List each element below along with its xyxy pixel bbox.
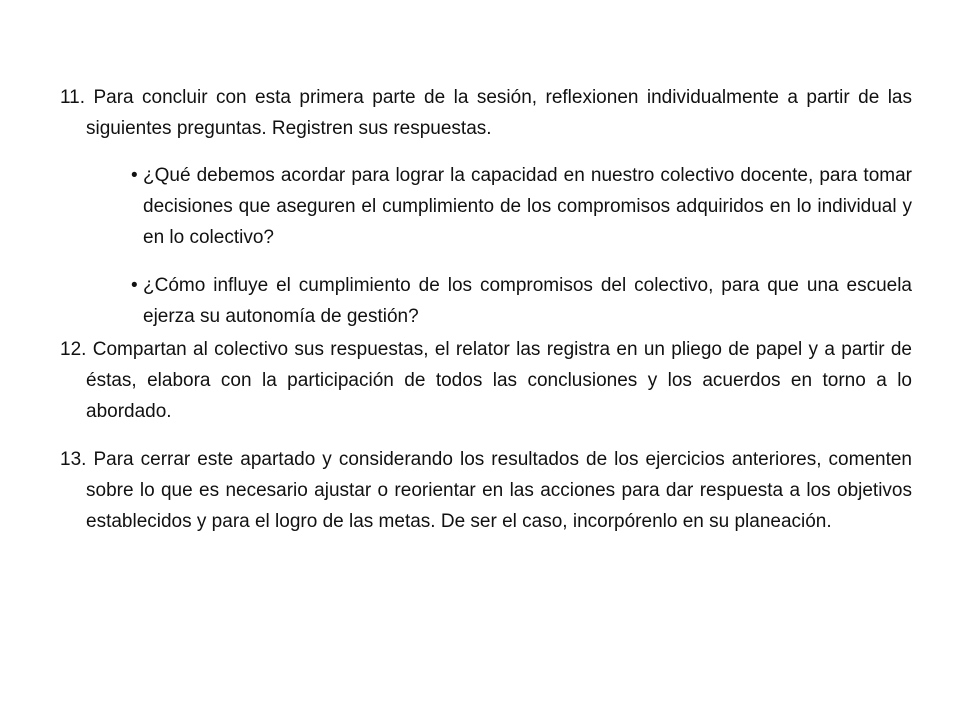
spacer bbox=[60, 144, 912, 160]
item-number: 12. bbox=[60, 339, 87, 360]
bullet-icon: • bbox=[131, 165, 138, 186]
spacer bbox=[60, 253, 912, 270]
item-text: Para cerrar este apartado y considerando los resultados de los ejercicios anteriores, comenten sobre lo que es necesario ajustar o reorientar en las acciones para dar respuesta a los objetivos establecidos y para el logro de las metas. De ser el caso, incorpórenlo en su planeación. bbox=[86, 449, 912, 532]
spacer bbox=[60, 427, 912, 444]
question-list bbox=[60, 160, 912, 332]
question-item bbox=[60, 270, 912, 332]
item-text: Compartan al colectivo sus respuestas, el relator las registra en un pliego de papel y a partir de éstas, elabora con la participación de todos las conclusiones y los acuerdos en torno a lo abordado. bbox=[86, 339, 912, 422]
bullet-icon: • bbox=[131, 275, 138, 296]
item-11 bbox=[60, 82, 912, 144]
item-12 bbox=[60, 334, 912, 427]
item-number: 13. bbox=[60, 449, 87, 470]
slide-content bbox=[60, 82, 912, 537]
question-item bbox=[60, 160, 912, 253]
question-text: ¿Qué debemos acordar para lograr la capacidad en nuestro colectivo docente, para tomar decisiones que aseguren el cumplimiento de los compromisos adquiridos en lo individual y en lo colectivo? bbox=[143, 165, 912, 248]
question-text: ¿Cómo influye el cumplimiento de los compromisos del colectivo, para que una escuela ejerza su autonomía de gestión? bbox=[143, 275, 912, 327]
item-number: 11. bbox=[60, 87, 86, 108]
item-13 bbox=[60, 444, 912, 537]
item-text: Para concluir con esta primera parte de la sesión, reflexionen individualmente a partir de las siguientes preguntas. Registren sus respuestas. bbox=[86, 87, 912, 139]
